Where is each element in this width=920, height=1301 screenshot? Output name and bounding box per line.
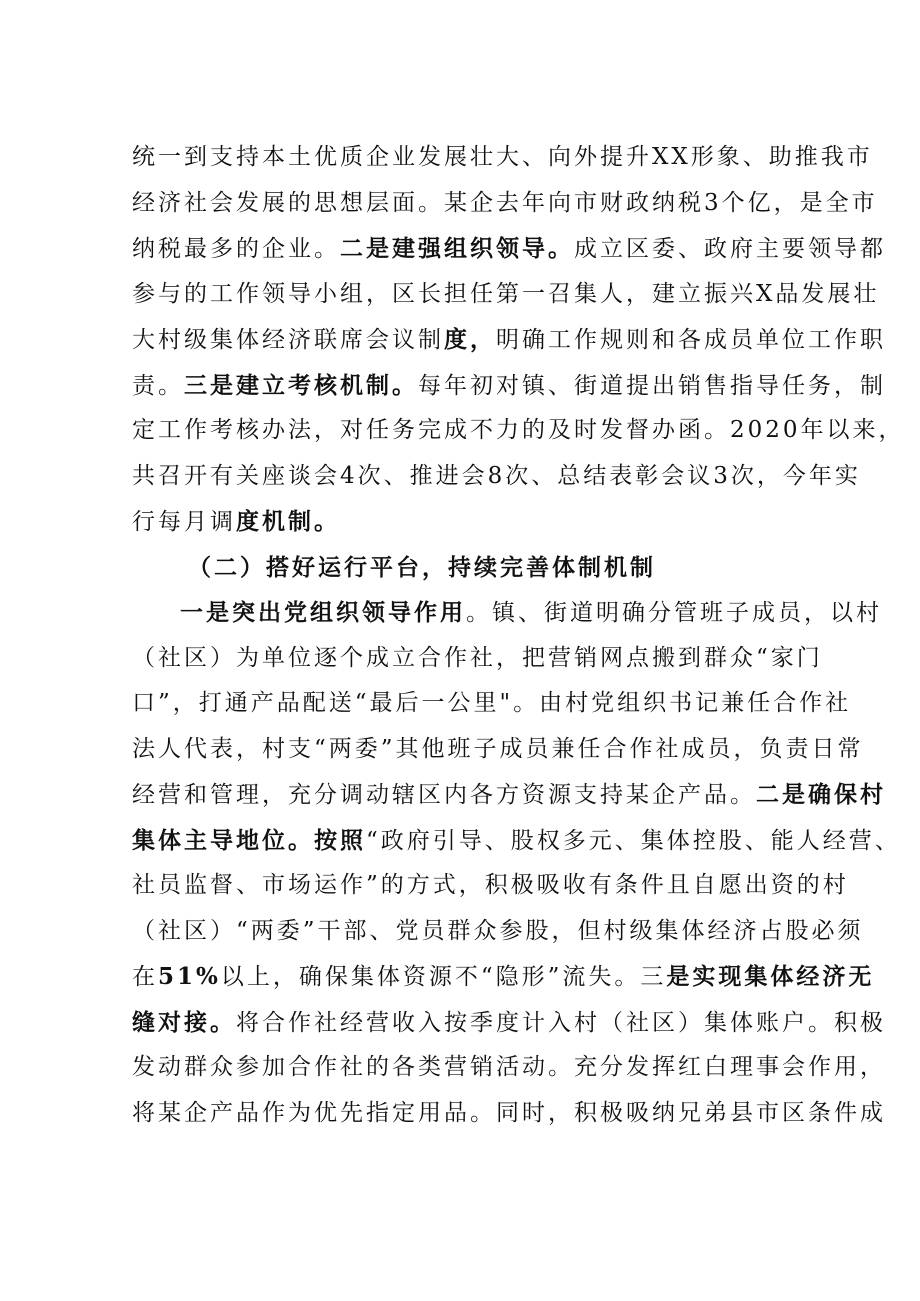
text-run: 责。 [132,372,184,399]
text-run: 将某企产品作为优先指定用品。同时，积极吸纳兄弟县市区条件成 [132,1099,886,1126]
text-line [132,317,886,363]
text-run: 经济社会发展的思想层面。某企去年向市财政纳税3个亿，是全市 [132,189,878,216]
text-run: 发动群众参加合作社的各类营销活动。充分发挥红白理事会作用， [132,1054,886,1080]
text-line [132,818,901,864]
text-line [132,454,861,500]
text-run: 明确工作规则和各成员单位工作职 [496,327,886,353]
bold-text-run: 51% [158,963,221,990]
text-line [132,681,852,727]
text-run: 。镇、街道明确分管班子成员，以村 [466,600,882,626]
text-line [132,1045,886,1091]
paragraph-2 [132,590,920,1136]
text-line [132,954,875,1000]
bold-text-run: 缝对接。 [132,1008,236,1036]
text-run: （社区）“两委”干部、党员群众参股，但村级集体经济占股必须 [132,917,864,944]
text-line [132,636,823,682]
text-run: 行每月调 [132,509,236,535]
text-run: （社区）为单位逐个成立合作社，把营销网点搬到群众“家门 [132,644,823,671]
text-line [132,727,864,773]
text-line [132,772,886,818]
text-line [132,363,886,409]
text-run: 成立区委、政府主要领导都 [574,236,886,262]
text-line [132,408,905,454]
text-run: 在 [132,964,158,990]
text-run: 法人代表，村支“两委”其他班子成员兼任合作社成员，负责日常 [132,735,864,762]
text-run: 参与的工作领导小组，区长担任第一召集人，建立振兴X品发展壮 [132,280,880,307]
bold-text-run: 二是建强组织领导。 [340,235,574,262]
text-run: 每年初对镇、街道提出销售指导任务，制 [418,372,886,399]
bold-text-run: 集体主导地位。按照 [132,826,366,854]
text-run: 定工作考核办法，对任务完成不力的及时发督办函。2020年以来， [132,417,905,443]
text-line [132,181,878,227]
bold-text-run: 三是建立考核机制。 [184,371,418,399]
bold-text-run: 度， [444,326,496,353]
bold-text-run: 二是确保村 [756,781,886,808]
text-line [132,499,812,545]
text-line [132,909,864,955]
text-run: 共召开有关座谈会4次、推进会8次、总结表彰会议3次，今年实 [132,462,861,489]
text-line [132,226,886,272]
text-run: 以上，确保集体资源不“隐形”流失。三 [220,964,667,990]
text-run: 纳税最多的企业。 [132,236,340,262]
text-line [132,272,880,318]
text-line [132,590,882,636]
paragraph-1 [132,135,920,545]
text-run: 将合作社经营收入按季度计入村（社区）集体账户。积极 [236,1009,886,1036]
bold-text-run: 一是突出党组织领导作用 [180,599,466,626]
text-line [132,135,873,181]
text-run: 统一到支持本土优质企业发展壮大、向外提升XX形象、助推我市 [132,144,873,170]
text-run: “政府引导、股权多元、集体控股、能人经营、 [366,827,901,854]
text-line [132,1091,886,1137]
bold-text-run: 度机制。 [236,508,340,535]
bold-text-run: 是实现集体经济无 [666,963,875,990]
text-run: 社员监督、市场运作”的方式，积极吸收有条件且自愿出资的村 [132,872,849,898]
text-run: 口”，打通产品配送“最后一公里"。由村党组织书记兼任合作社 [132,690,852,716]
text-line [132,863,849,909]
section-heading: （二）搭好运行平台，持续完善体制机制 [188,553,656,581]
text-line [132,1000,886,1046]
text-run: 经营和管理，充分调动辖区内各方资源支持某企产品。 [132,782,756,808]
text-run: 大村级集体经济联席会议制 [132,327,444,353]
